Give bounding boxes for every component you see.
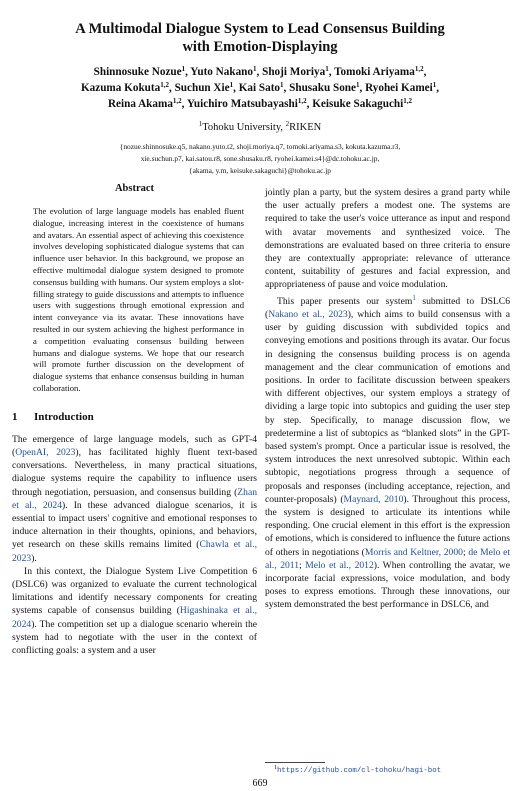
text-run: ; — [299, 559, 306, 571]
affil-org-1: Tohoku University, — [202, 122, 286, 133]
citation-link[interactable]: Morris and Keltner, 2000 — [364, 546, 463, 558]
citation-link[interactable]: Zhan et al., 2024 — [12, 486, 257, 511]
author-separator: , — [168, 82, 175, 94]
text-run: ). When controlling the avatar, we incorporate facial expressions, voice modulation, and body poses to express emotions. Through these innovations, our system demonstrated the best performance in DSLC6, and — [265, 559, 510, 611]
author-name: Yuto Nakano — [190, 66, 253, 78]
section-heading-introduction — [12, 411, 257, 423]
left-column — [12, 183, 257, 657]
footnote-rule — [265, 762, 325, 763]
author-separator: , — [256, 66, 263, 78]
text-run: ). The competition set up a dialogue scenario wherein the system had to negotiate with the user in the context of conflicting goals: a system and a user — [12, 618, 257, 656]
title-line-1: A Multimodal Dialogue System to Lead Consensus Building — [75, 21, 445, 37]
right-paragraph-1 — [265, 186, 510, 292]
text-run: jointly plan a party, but the system desires a grand party while the user actually prefers a modest one. The systems are required to take the user's voice utterance as input and respond with avatar movements and synthesized voice. The demonstrations are evaluated based on three criteria to ensure they are contextually appropriate: relevance of utterance content, suitability of gestures and facial expression, and appropriateness of pause and voice modulation. — [265, 187, 510, 291]
title-line-2: with Emotion-Displaying — [182, 39, 338, 55]
citation-link[interactable]: Maynard, 2010 — [343, 493, 404, 505]
author-name: Keisuke Sakaguchi — [312, 98, 404, 110]
author-affil-mark: 1,2 — [297, 97, 307, 105]
author-list — [20, 64, 500, 112]
citation-link[interactable]: Higashinaka et al., 2024 — [12, 605, 257, 630]
author-name: Shusaku Sone — [289, 82, 356, 94]
footnote-ref-link[interactable]: 1 — [412, 293, 416, 302]
citation-link[interactable]: Melo et al., 2012 — [305, 559, 374, 571]
author-affil-mark: 1 — [229, 81, 234, 89]
affil-org-2: RIKEN — [289, 122, 322, 133]
footnote-mark: 1 — [274, 765, 277, 771]
text-run: ; — [462, 546, 469, 558]
citation-link[interactable]: de Melo et al., 2011 — [265, 546, 511, 571]
author-names — [20, 64, 500, 112]
text-run: ). Throughout this process, the system is designed to articulate its intentions while responding. One crucial element in this effort is the expression of emotions, which is considered to influence the future actions of others in negotiations ( — [265, 493, 510, 558]
author-separator: , — [283, 82, 290, 94]
author-name: Kai Sato — [238, 82, 281, 94]
text-run: ). — [31, 552, 37, 564]
abstract-heading: Abstract — [114, 183, 155, 194]
author-affil-mark: 1 — [355, 81, 360, 89]
citation-link[interactable]: Nakano et al., 2023 — [268, 309, 348, 321]
citation-link[interactable]: OpenAI, 2023 — [15, 446, 76, 458]
right-paragraph-2 — [265, 292, 510, 612]
right-column — [265, 186, 510, 612]
section-number: 1 — [12, 410, 18, 423]
abstract-text: The evolution of large language models has enabled fluent dialogue, increasing interest in the coexistence of humans and avatars. An essential aspect of achieving this coexistence involves developing sophisticated dialogue systems that can influence user behavior. In this background, we propose an effective multimodal dialogue system designed to promote consensus building with humans. Our system employs a slot-filling strategy to guide discussions and attempts to influence users with suggestions through emotional expression and intent conveyance via its avatar. These innovations have resulted in our system achieving the highest performance in a competition evaluating consensus building between humans and dialogue systems. We hope that our research will promote further discussion on the development of dialogue systems that enhance consensus building in human collaboration. — [33, 206, 244, 393]
page-number: 669 — [252, 778, 268, 789]
author-affil-mark: 1,2 — [414, 65, 424, 73]
email-list — [40, 141, 480, 177]
paper-title — [0, 20, 520, 56]
email-line-3: {akama, y.m, keisuke.sakaguchi}@tohoku.ac.jp — [189, 166, 331, 175]
affiliations — [0, 122, 520, 133]
text-run: This paper presents our system — [277, 295, 413, 307]
email-line-1: {nozue.shinnosuke.q5, nakano.yuto.t2, shoji.moriya.q7, tomoki.ariyama.s3, kokuta.kazuma.r3, — [119, 142, 401, 151]
author-name: Ryohei Kamei — [365, 82, 433, 94]
email-line-2: xie.suchun.p7, kai.satou.r8, sone.shusaku.r8, ryohei.kamei.s4}@dc.tohoku.ac.jp, — [140, 154, 380, 163]
author-separator: , — [185, 66, 191, 78]
text-run: The emergence of large language models, such as GPT-4 ( — [12, 433, 257, 458]
text-run: ). In these advanced dialogue scenarios, it is essential to impact users' cognitive and emotional responses to induce alternation in their thoughts, opinions, and behaviors, yet research on these skills remains limited ( — [12, 499, 257, 551]
author-affil-mark: 1 — [325, 65, 329, 73]
author-separator: , — [328, 66, 335, 78]
section-title: Introduction — [34, 410, 94, 423]
author-affil-mark: 1 — [253, 65, 257, 73]
intro-paragraph-1 — [12, 433, 257, 565]
author-affil-mark: 1 — [181, 65, 186, 73]
author-name: Shinnosuke Nozue — [93, 66, 182, 78]
author-separator: , — [436, 82, 440, 94]
author-affil-mark: 1,2 — [403, 97, 413, 105]
author-name: Reina Akama — [107, 98, 173, 110]
text-run: ), which aims to build consensus with a user by guiding discussion with subdivided topics and conveying emotions and positions through its avatar. Our focus in designing the consensus building process is on agenda management and the clear communication of emotions and positions. In order to facilitate discussion between speakers with different objectives, our system employs a strategy of dividing a large topic into subtopics and guiding the user step by step. Specifically, to manage discussion flow, we predetermine a list of subtopics as “blanked slots” in the GPT-based system's prompt. Once a particular issue is resolved, the system introduces the next unresolved subtopic. Within each subtopic, negotiations progress through a sequence of proposals and responses (including acceptance, rejection, and counter-proposals) ( — [265, 309, 510, 505]
author-separator: , — [233, 82, 239, 94]
intro-paragraph-2 — [12, 565, 257, 657]
author-name: Shoji Moriya — [262, 66, 326, 78]
text-run: submitted to DSLC6 ( — [265, 295, 510, 321]
citation-link[interactable]: Chawla et al., 2023 — [12, 539, 258, 564]
author-separator: , — [423, 66, 427, 78]
footnote-url-link[interactable]: https://github.com/cl-tohoku/hagi-bot — [277, 767, 442, 775]
author-name: Kazuma Kokuta — [80, 82, 161, 94]
affil-mark-1: 1 — [198, 120, 203, 128]
author-separator: , — [181, 98, 187, 110]
author-name: Tomoki Ariyama — [334, 66, 415, 78]
author-name: Suchun Xie — [174, 82, 230, 94]
author-name: Yuichiro Matsubayashi — [186, 98, 298, 110]
author-affil-mark: 1,2 — [160, 81, 169, 89]
author-separator: , — [359, 82, 366, 94]
text-run: ), has facilitated highly fluent text-based conversations. Nevertheless, in many practical situations, dialogue systems require the capability to influence users through negotiation, persuasion, and consensus building ( — [12, 446, 258, 498]
text-run: In this context, the Dialogue System Live Competition 6 (DSLC6) was organized to evaluate the current technological limitations and identify necessary components for creating systems capable of consensus building ( — [12, 565, 257, 617]
author-affil-mark: 1,2 — [172, 97, 182, 105]
author-affil-mark: 1 — [280, 81, 284, 89]
author-separator: , — [306, 98, 313, 110]
footnote — [274, 765, 441, 775]
author-affil-mark: 1 — [432, 81, 437, 89]
affil-mark-2: 2 — [285, 120, 290, 128]
